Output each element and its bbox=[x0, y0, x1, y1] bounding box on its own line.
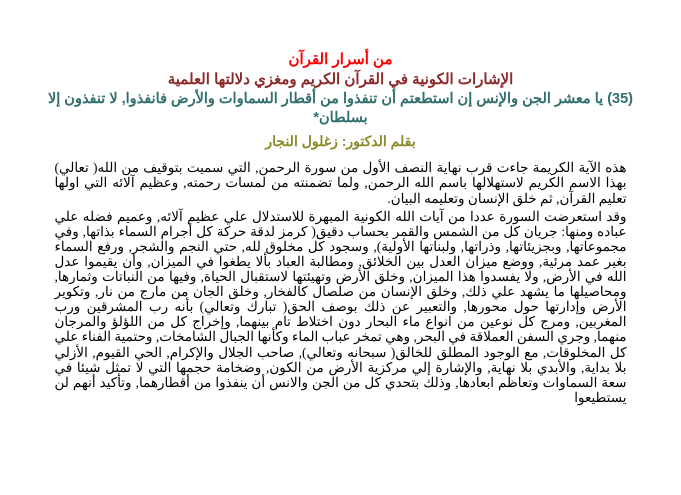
page-title: من أسرار القرآن bbox=[288, 51, 393, 68]
subtitle: الإشارات الكونية في القرآن الكريم ومغزي دلالتها العلمية bbox=[167, 71, 514, 89]
quran-verse: (35) يا معشر الجن والإنس إن استطعتم أن تنفذوا من أقطار السماوات والأرض فانفذوا, لا تنفذون إلا بسلطان* bbox=[47, 91, 634, 126]
body-paragraph: وقد استعرضت السورة عددا من آيات الله الكونية المبهرة للاستدلال علي عظيم آلائه, وعميم فضله علي عباده ومنها: جريان كل من الشمس والقمر بحساب دقيق( كرمز لدقة حركة كل أجرام السماء بذاتها, وفي مجموعاتها, وبجزيئاتها, وذراتها, ولبناتها الأولية), وسجود كل مخلوق لله, حتي النجم والشجر, ورفع السماء بغير عمد مرئية, ووضع ميزان العدل بين الخلائق, ومطالبة العباد بألا يطغوا في الميزان, وأن يقيموا عدل الله في الأرض, ولا يفسدوا هذا الميزان, وخلق الأرض وتهيئتها لاستقبال الحياة, وفيها من النباتات وثمارها, ومحاصيلها ما يشهد علي ذلك, وخلق الإنسان من صلصال كالفخار, وخلق الجان من مارج من نار, وتكوير الأرض وإدارتها حول محورها, والتعبير عن ذلك بوصف الحق( تبارك وتعالي) بأنه رب المشرقين ورب المغربين, ومرج كل نوعين من انواع ماء البحار دون اختلاط تام بينهما, وإخراج كل من اللؤلؤ والمرجان منهما, وجري السفن العملاقة في البحر, وهي تمخر عباب الماء وكأنها الجبال الشامخات, وحتمية الفناء علي كل المخلوقات, مع الوجود المطلق للخالق( سبحانه وتعالي), صاحب الجلال والإكرام, الحي القيوم, الأزلي بلا بداية, والأبدي بلا نهاية, والإشارة إلي مركزية الأرض من الكون, وضخامة حجمها التي لا تمثل شيئا في سعة السماوات وتعاظم ابعادها, وذلك بتحدي كل من الجن والانس أن ينفذوا من أقطارهما, وتأكيد أنهم لن يستطيعوا bbox=[54, 208, 627, 405]
body-paragraph: هذه الآية الكريمة جاءت قرب نهاية النصف الأول من سورة الرحمن, التي سميت بتوقيف من الله( تعالي) بهذا الاسم الكريم لاستهلالها باسم الله الرحمن, ولما تضمنته من لمسات رحمته, وعظيم آلائه التي اولها تعليم القرآن, ثم خلق الإنسان وتعليمه البيان. bbox=[54, 160, 627, 206]
document-header bbox=[0, 0, 681, 151]
author-byline: بقلم الدكتور: زغلول النجار bbox=[265, 133, 416, 150]
document-body bbox=[55, 160, 627, 405]
